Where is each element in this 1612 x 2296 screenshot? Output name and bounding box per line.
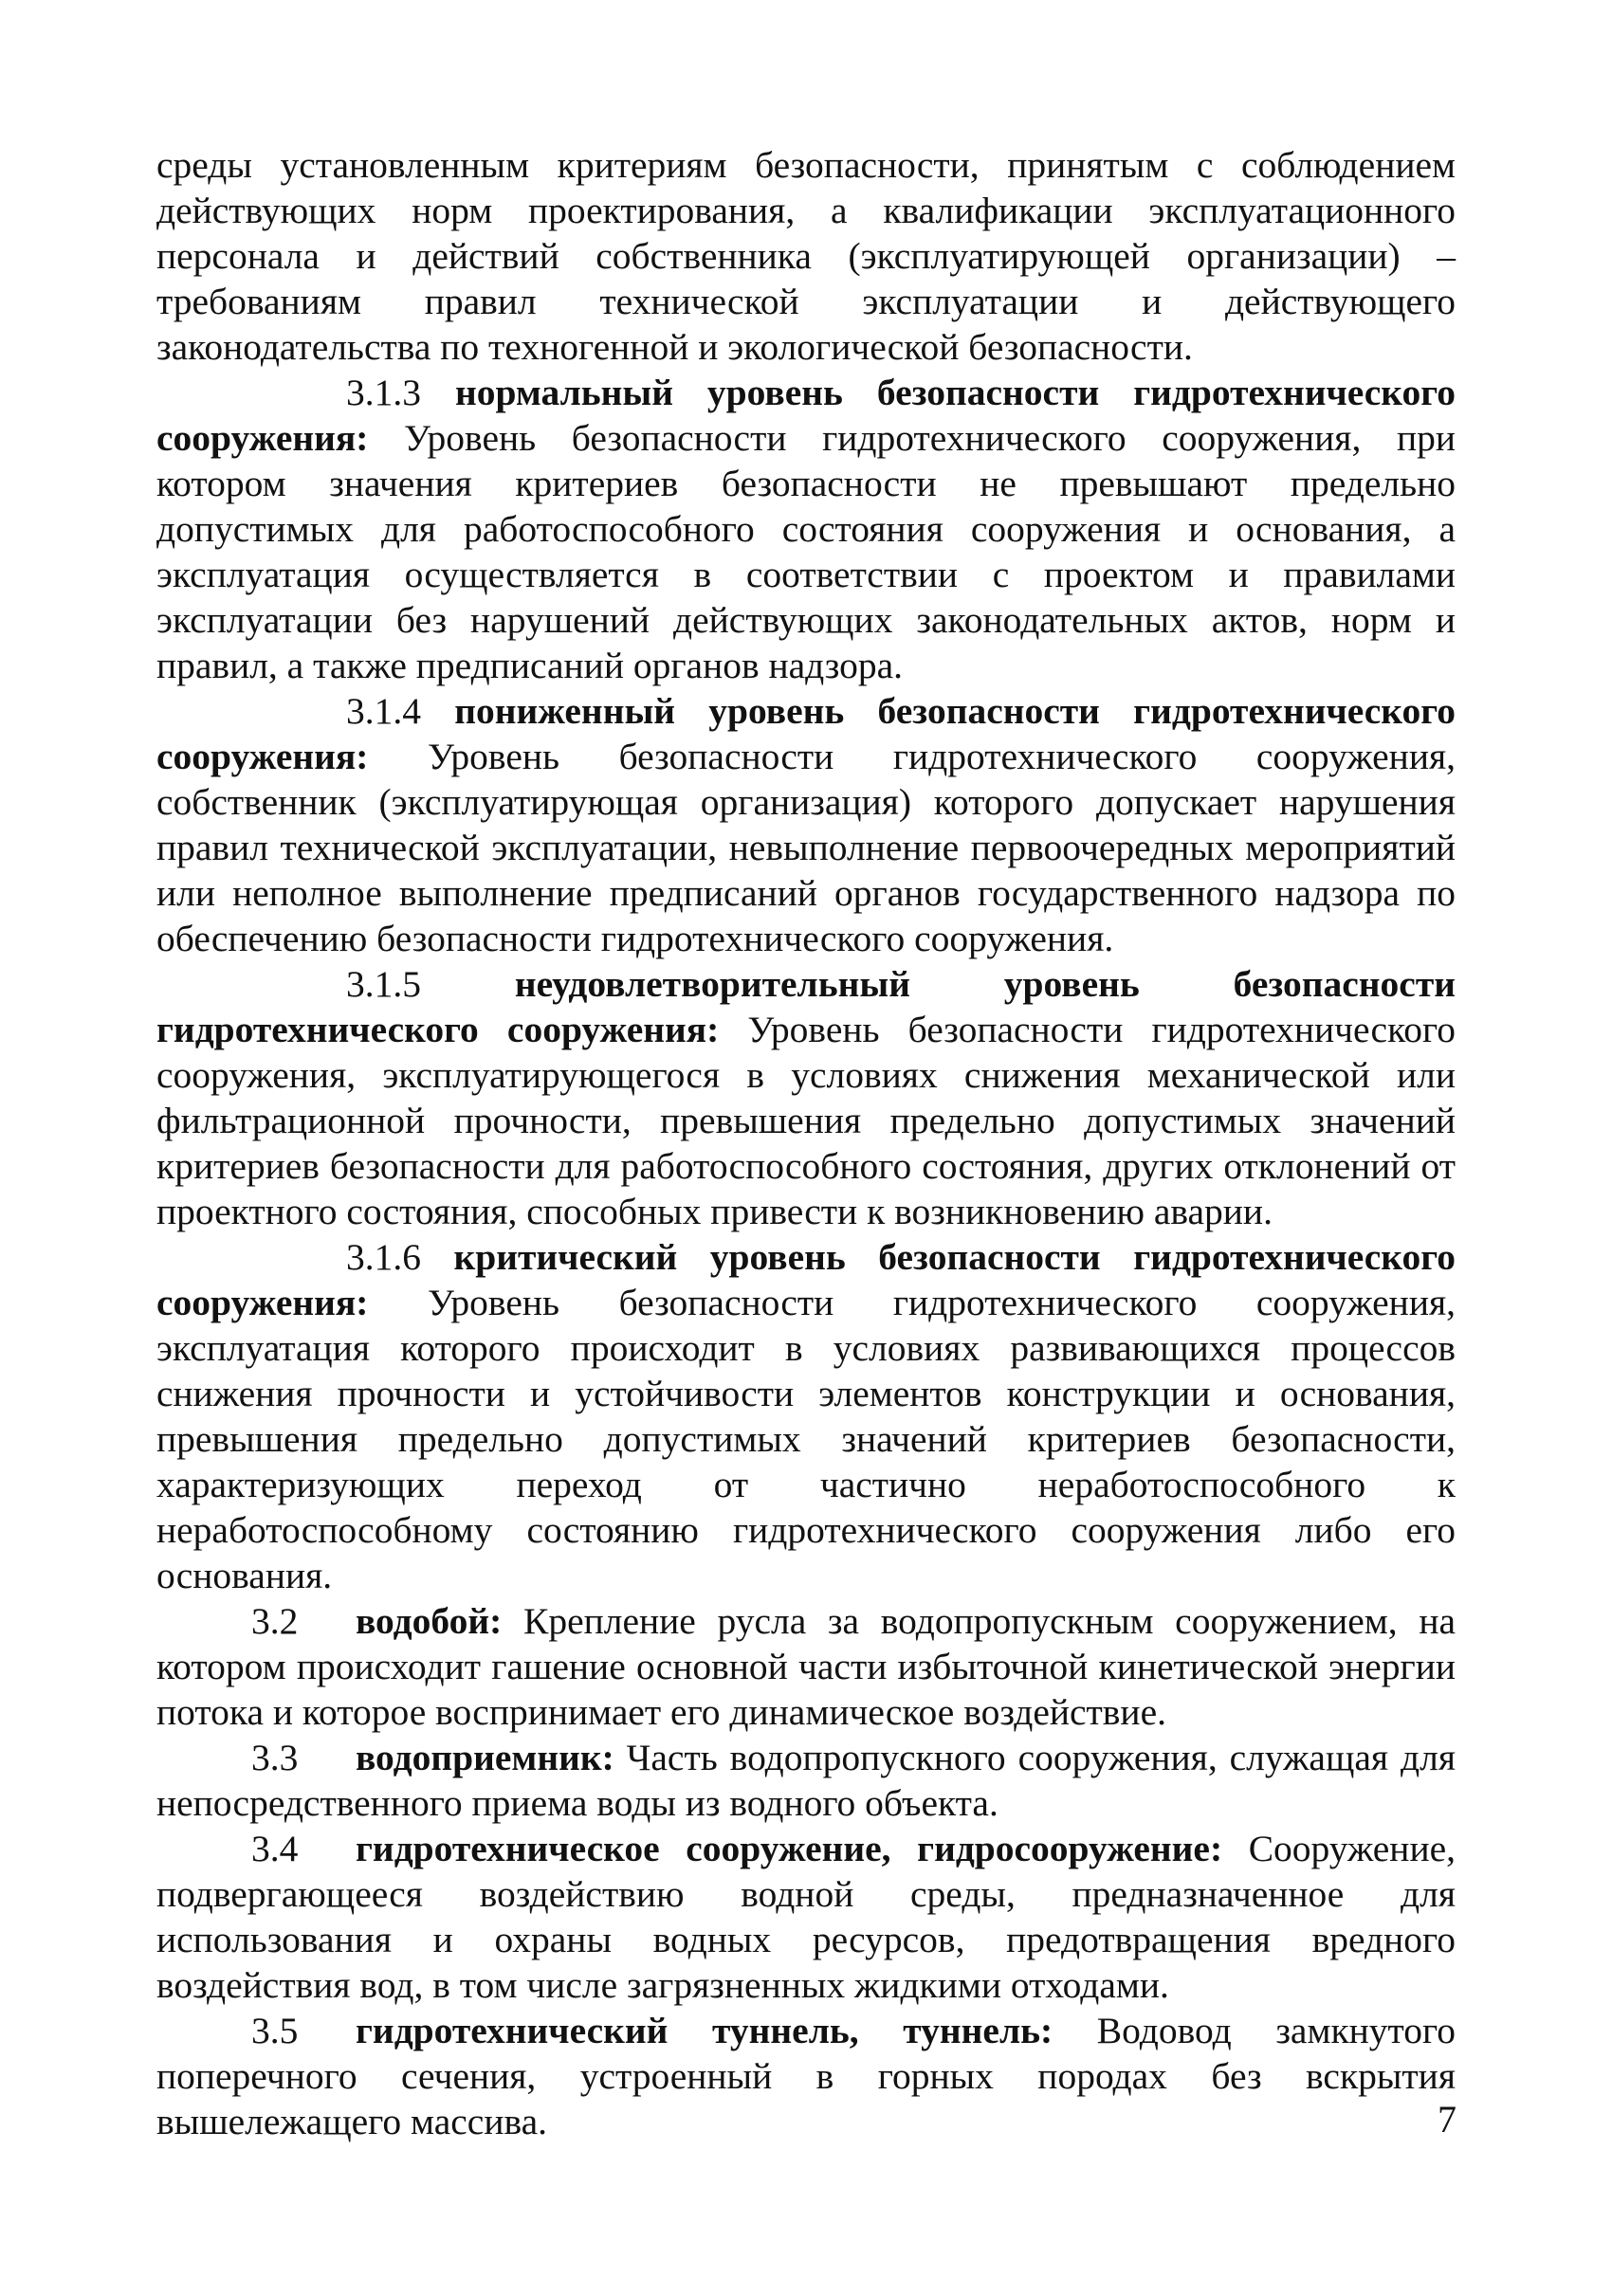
definition-text: Водовод замкнутого поперечного сечения, устроенный в горных породах без вскрытия вышележащего массива. bbox=[156, 2010, 1456, 2142]
defined-term: пониженный уровень безопасности гидротехнического сооружения: bbox=[156, 690, 1456, 777]
defined-term: нормальный уровень безопасности гидротехнического сооружения: bbox=[156, 372, 1456, 459]
defined-term: гидротехническое сооружение, гидросооружение: bbox=[356, 1828, 1223, 1869]
clause-number: 3.1.4 bbox=[346, 690, 421, 732]
definition-text: Уровень безопасности гидротехнического сооружения, при котором значения критериев безопасности не превышают предельно допустимых для работоспособного состояния сооружения и основания, а эксплуатация осуществляется в соответствии с проектом и правилами эксплуатации без нарушений действующих законодательных актов, норм и правил, а также предписаний органов надзора. bbox=[156, 417, 1456, 686]
definition-text: Уровень безопасности гидротехнического сооружения, эксплуатирующегося в условиях снижения механической или фильтрационной прочности, превышения предельно допустимых значений критериев безопасности для работоспособного состояния, других отклонений от проектного состояния, способных привести к возникновению аварии. bbox=[156, 1009, 1456, 1232]
definition-text: Часть водопропускного сооружения, служащая для непосредственного приема воды из водного объекта. bbox=[156, 1737, 1456, 1824]
paragraph-continuation bbox=[156, 142, 1456, 370]
clause-number: 3.1.6 bbox=[346, 1236, 421, 1278]
defined-term: критический уровень безопасности гидротехнического сооружения: bbox=[156, 1236, 1456, 1323]
definition-3-2 bbox=[156, 1598, 1456, 1735]
definition-text: Уровень безопасности гидротехнического сооружения, эксплуатация которого происходит в условиях развивающихся процессов снижения прочности и устойчивости элементов конструкции и основания, превышения предельно допустимых значений критериев безопасности, характеризующих переход от частично неработоспособного к неработоспособному состоянию гидротехнического сооружения либо его основания. bbox=[156, 1282, 1456, 1596]
defined-term: водоприемник: bbox=[356, 1737, 614, 1778]
definition-3-1-6 bbox=[156, 1234, 1456, 1598]
clause-number: 3.1.3 bbox=[346, 372, 421, 413]
clause-number: 3.3 bbox=[251, 1737, 299, 1778]
definition-3-1-4 bbox=[156, 688, 1456, 961]
clause-number: 3.1.5 bbox=[346, 963, 421, 1005]
document-page bbox=[156, 142, 1456, 2144]
clause-number: 3.2 bbox=[251, 1600, 299, 1642]
paragraph-text: среды установленным критериям безопасности, принятым с соблюдением действующих норм проектирования, а квалификации эксплуатационного персонала и действий собственника (эксплуатирующей организации) – требованиям правил технической эксплуатации и действующего законодательства по техногенной и экологической безопасности. bbox=[156, 144, 1456, 368]
definition-3-5 bbox=[156, 2008, 1456, 2144]
defined-term: неудовлетворительный уровень безопасности гидротехнического сооружения: bbox=[156, 963, 1456, 1050]
defined-term: водобой: bbox=[356, 1600, 503, 1642]
definition-text: Уровень безопасности гидротехнического сооружения, собственник (эксплуатирующая организация) которого допускает нарушения правил технической эксплуатации, невыполнение первоочередных мероприятий или неполное выполнение предписаний органов государственного надзора по обеспечению безопасности гидротехнического сооружения. bbox=[156, 736, 1456, 959]
definition-3-4 bbox=[156, 1826, 1456, 2008]
defined-term: гидротехнический туннель, туннель: bbox=[356, 2010, 1053, 2051]
definition-3-1-3 bbox=[156, 370, 1456, 688]
clause-number: 3.4 bbox=[251, 1828, 299, 1869]
definition-3-3 bbox=[156, 1735, 1456, 1826]
clause-number: 3.5 bbox=[251, 2010, 299, 2051]
page-number: 7 bbox=[1438, 2098, 1456, 2141]
definition-text: Крепление русла за водопропускным сооружением, на котором происходит гашение основной части избыточной кинетической энергии потока и которое воспринимает его динамическое воздействие. bbox=[156, 1600, 1456, 1733]
definition-3-1-5 bbox=[156, 961, 1456, 1234]
definition-text: Сооружение, подвергающееся воздействию водной среды, предназначенное для использования и охраны водных ресурсов, предотвращения вредного воздействия вод, в том числе загрязненных жидкими отходами. bbox=[156, 1828, 1456, 2006]
